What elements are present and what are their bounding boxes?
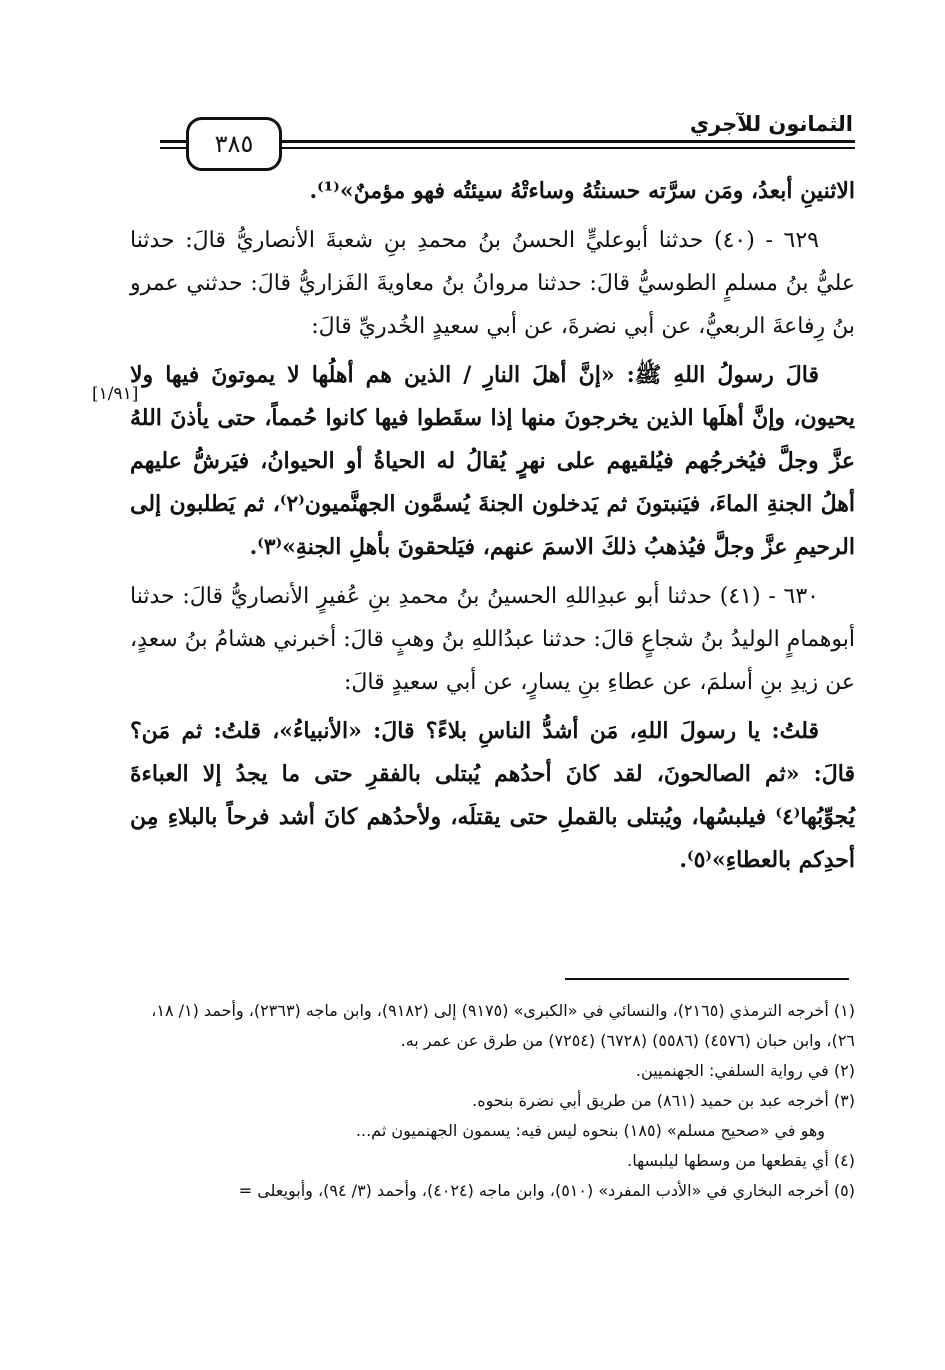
footnote-2: (٢) في رواية السلفي: الجهنميين. [635,1061,855,1080]
hadith-629-isnad: ٦٢٩ - (٤٠) حدثنا أبوعليٍّ الحسنُ بنُ محمدِ بنِ شعبةَ الأنصاريُّ قالَ: حدثنا عليُّ بنُ مسلمٍ الطوسيُّ قالَ: حدثنا مروانُ بنُ معاويةَ الفَزاريُّ قالَ: حدثني عمرو بنُ رِفاعةَ الربعيُّ، عن أبي نضرةَ، عن أبي سعيدٍ الخُدريِّ قالَ: [130,228,855,339]
footnote-3-continued: وهو في «صحيح مسلم» (١٨٥) بنحوه ليس فيه: يسمون الجهنميون ثم... [355,1121,825,1140]
page-number: ٣٨٥ [214,130,254,158]
footnote-3: (٣) أخرجه عبد بن حميد (٨٦١) من طريق أبي نضرة بنحوه. [472,1091,855,1110]
footnote-separator [565,978,849,980]
hadith-630-matn: قلتُ: يا رسولَ اللهِ، مَن أشدُّ الناسِ بلاءً؟ قالَ: «الأنبياءُ»، قلتُ: ثم مَن؟ قالَ: «ثم الصالحونَ، لقد كانَ أحدُهم يُبتلى بالفقرِ حتى ما يجدُ إلا العباءةَ يُجوِّبُها⁽٤⁾ فيلبسُها، ويُبتلى بالقملِ حتى يقتلَه، ولأحدُهم كانَ أشد فرحاً بالبلاءِ مِن أحدِكم بالعطاءِ»⁽٥⁾. [130,718,855,873]
footnote-5: (٥) أخرجه البخاري في «الأدب المفرد» (٥١٠)، وابن ماجه (٤٠٢٤)، وأحمد (٣/ ٩٤)، وأبويعلى = [238,1181,855,1200]
paragraph-continuation: الاثنينِ أبعدُ، ومَن سرَّته حسنتُهُ وساءتْهُ سيئتُه فهو مؤمنٌ»⁽¹⁾. [309,178,855,204]
footnote-1: (١) أخرجه الترمذي (٢١٦٥)، والنسائي في «الكبرى» (٩١٧٥) إلى (٩١٨٢)، وابن ماجه (٢٣٦٣)، وأحمد (١/ ١٨، ٢٦)، وابن حبان (٤٥٧٦) (٥٥٨٦) (٦٧٢٨) (٧٢٥٤) من طرق عن عمر به. [151,1001,855,1050]
margin-note: [١/٩١] [92,384,139,404]
hadith-629-matn: قالَ رسولُ اللهِ ﷺ: «إنَّ أهلَ النارِ / الذين هم أهلُها لا يموتونَ فيها ولا يحيون، وإنَّ أهلَها الذين يخرجونَ منها إذا سقَطوا فيها كانوا حُمماً، حتى يأذنَ اللهُ عزَّ وجلَّ فيُخرجُهم فيُلقيهم على نهرٍ يُقالُ له الحياةُ أو الحيوانُ، فيَرشُّ عليهم أهلُ الجنةِ الماءَ، فيَنبتونَ ثم يَدخلون الجنةَ يُسمَّون الجهنَّميون⁽٢⁾، ثم يَطلبون إلى الرحيمِ عزَّ وجلَّ فيُذهبُ ذلكَ الاسمَ عنهم، فيَلحقونَ بأهلِ الجنةِ»⁽٣⁾. [130,362,855,560]
hadith-630-isnad: ٦٣٠ - (٤١) حدثنا أبو عبدِاللهِ الحسينُ بنُ محمدِ بنِ عُفيرٍ الأنصاريُّ قالَ: حدثنا أبوهمامٍ الوليدُ بنُ شجاعٍ قالَ: حدثنا عبدُاللهِ بنُ وهبٍ قالَ: أخبرني هشامُ بنُ سعدٍ، عن زيدِ بنِ أسلمَ، عن عطاءِ بنِ يسارٍ، عن أبي سعيدٍ قالَ: [130,584,855,695]
footnote-4: (٤) أي يقطعها من وسطها ليلبسها. [627,1151,855,1170]
main-text [130,170,855,882]
page-number-box [186,117,282,171]
running-header-title: الثمانون للآجري [689,112,853,136]
footnotes [140,996,855,1206]
